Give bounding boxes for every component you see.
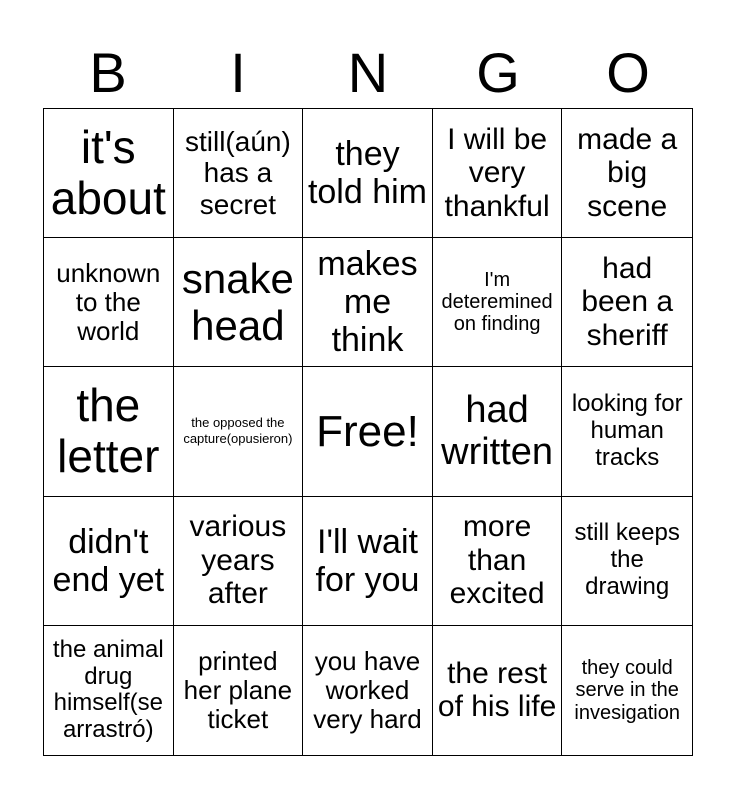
cell-text: the opposed the capture(opusieron) [183,415,293,447]
bingo-cell-n4[interactable] [303,497,433,626]
bingo-cell-g1[interactable] [433,109,563,238]
bingo-cell-i5[interactable] [174,626,304,755]
bingo-cell-g2[interactable] [433,238,563,367]
header-letter-b: B [89,41,127,104]
cell-text: you have worked very hard [313,645,422,734]
cell-text: they could serve in the invesigation [574,656,680,724]
cell-text: the letter [57,378,160,483]
cell-text: I'll wait for you [315,522,420,599]
bingo-cell-o1[interactable] [562,109,692,238]
cell-text: Free! [316,406,419,456]
bingo-cell-b3[interactable] [44,367,174,496]
bingo-cell-n5[interactable] [303,626,433,755]
bingo-cell-free[interactable] [303,367,433,496]
cell-text: more than excited [449,510,545,611]
bingo-cell-i2[interactable] [174,238,304,367]
bingo-cell-o3[interactable] [562,367,692,496]
bingo-cell-o4[interactable] [562,497,692,626]
cell-text: unknown to the world [56,257,161,346]
cell-text: had been a sheriff [581,251,674,353]
cell-text: makes me think [317,245,418,360]
cell-text: made a big scene [577,122,678,223]
cell-text: snake head [181,255,294,350]
bingo-cell-b5[interactable] [44,626,174,755]
cell-text: I'm deteremined on finding [441,268,553,336]
cell-text: various years after [189,510,287,611]
cell-text: I will be very thankful [444,122,550,223]
bingo-cell-g3[interactable] [433,367,563,496]
header-letter-g: G [476,41,520,104]
bingo-cell-o2[interactable] [562,238,692,367]
cell-text: they told him [307,135,428,212]
bingo-cell-b1[interactable] [44,109,174,238]
bingo-cell-n1[interactable] [303,109,433,238]
header-letter-i: I [230,41,246,104]
cell-text: looking for human tracks [571,390,683,471]
bingo-header [43,38,693,108]
cell-text: still(aún) has a secret [184,126,291,220]
cell-text: didn't end yet [52,522,165,599]
bingo-cell-g4[interactable] [433,497,563,626]
bingo-board [43,108,693,756]
bingo-cell-i1[interactable] [174,109,304,238]
cell-text: the animal drug himself(se arrastró) [52,635,164,744]
header-letter-n: N [347,41,389,104]
bingo-cell-g5[interactable] [433,626,563,755]
cell-text: had written [441,388,554,474]
cell-text: it's about [50,120,166,225]
cell-text: still keeps the drawing [574,519,680,601]
bingo-cell-b4[interactable] [44,497,174,626]
cell-text: the rest of his life [437,656,557,724]
bingo-cell-i4[interactable] [174,497,304,626]
bingo-cell-b2[interactable] [44,238,174,367]
bingo-cell-n2[interactable] [303,238,433,367]
bingo-cell-o5[interactable] [562,626,692,755]
cell-text: printed her plane ticket [183,645,293,734]
header-letter-o: O [606,41,650,104]
bingo-cell-i3[interactable] [174,367,304,496]
